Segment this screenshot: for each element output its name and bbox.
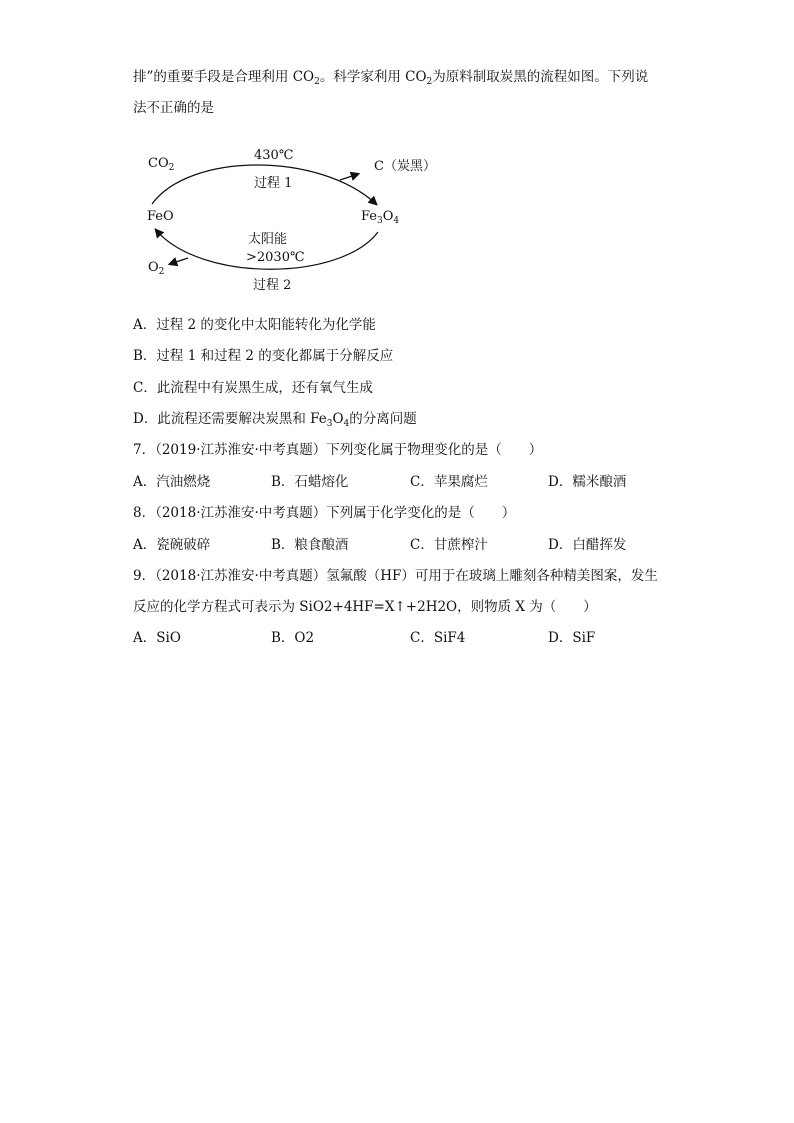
solar-energy-label: 太阳能 bbox=[248, 232, 288, 247]
temperature-2-label: >2030℃ bbox=[246, 250, 305, 265]
q8-option-a: A．瓷碗破碎 bbox=[133, 537, 211, 553]
temperature-1-label: 430℃ bbox=[254, 148, 294, 163]
carbon-branch-arrow bbox=[340, 174, 358, 180]
q9-option-b: B．O2 bbox=[271, 630, 315, 646]
q9-option-c: C．SiF4 bbox=[410, 630, 466, 646]
subscript: 2 bbox=[314, 77, 320, 87]
o2-label: $O_2$ bbox=[148, 260, 165, 277]
process-2-label: 过程 2 bbox=[253, 278, 292, 293]
q8-option-c: C．甘蔗榨汁 bbox=[410, 537, 488, 553]
q6-option-c: C．此流程中有炭黑生成，还有氧气生成 bbox=[133, 380, 373, 396]
process-1-label: 过程 1 bbox=[254, 176, 293, 191]
q8-option-b: B．粮食酿酒 bbox=[271, 537, 349, 553]
q7-option-a: A．汽油燃烧 bbox=[133, 474, 211, 490]
question-6-intro-line-1 bbox=[133, 67, 648, 87]
q6-option-b: B．过程 1 和过程 2 的变化都属于分解反应 bbox=[133, 348, 394, 364]
q9-option-a: A．SiO bbox=[133, 630, 181, 646]
intro-text: 。科学家利用 CO bbox=[319, 69, 427, 85]
q9-option-d: D．SiF bbox=[548, 630, 596, 646]
question-9-stem-line-2: 反应的化学方程式可表示为 SiO2+4HF=X↑+2H2O，则物质 X 为（ ） bbox=[133, 599, 597, 615]
flow-diagram bbox=[130, 142, 450, 302]
intro-text: 为原料制取炭黑的流程如图。下列说 bbox=[432, 69, 649, 85]
q8-option-d: D．白醋挥发 bbox=[548, 537, 627, 553]
question-6-intro-line-2: 法不正确的是 bbox=[133, 100, 214, 116]
carbon-black-label: C（炭黑） bbox=[374, 159, 436, 174]
q6-option-a: A．过程 2 的变化中太阳能转化为化学能 bbox=[133, 317, 376, 333]
subscript: 2 bbox=[426, 77, 433, 87]
co2-label: $CO_2$ bbox=[148, 156, 175, 173]
q7-option-b: B．石蜡熔化 bbox=[271, 474, 349, 490]
q6-option-d: D．此流程还需要解决炭黑和 $Fe_3O_4$的分离问题 bbox=[133, 411, 417, 429]
feo-label: FeO bbox=[147, 209, 174, 224]
q7-option-c: C．苹果腐烂 bbox=[410, 474, 488, 490]
question-8-stem: 8．（2018·江苏淮安·中考真题）下列属于化学变化的是（ ） bbox=[133, 505, 516, 521]
question-9-stem-line-1: 9．（2018·江苏淮安·中考真题）氢氟酸（HF）可用于在玻璃上雕刻各种精美图案，发生 bbox=[133, 568, 658, 584]
oxygen-branch-arrow bbox=[170, 258, 188, 264]
intro-text: 排”的重要手段是合理利用 CO bbox=[133, 69, 315, 85]
fe3o4-label: $Fe_3O_4$ bbox=[361, 209, 400, 226]
question-7-stem: 7．（2019·江苏淮安·中考真题）下列变化属于物理变化的是（ ） bbox=[133, 442, 543, 458]
q7-option-d: D．糯米酿酒 bbox=[548, 474, 627, 490]
